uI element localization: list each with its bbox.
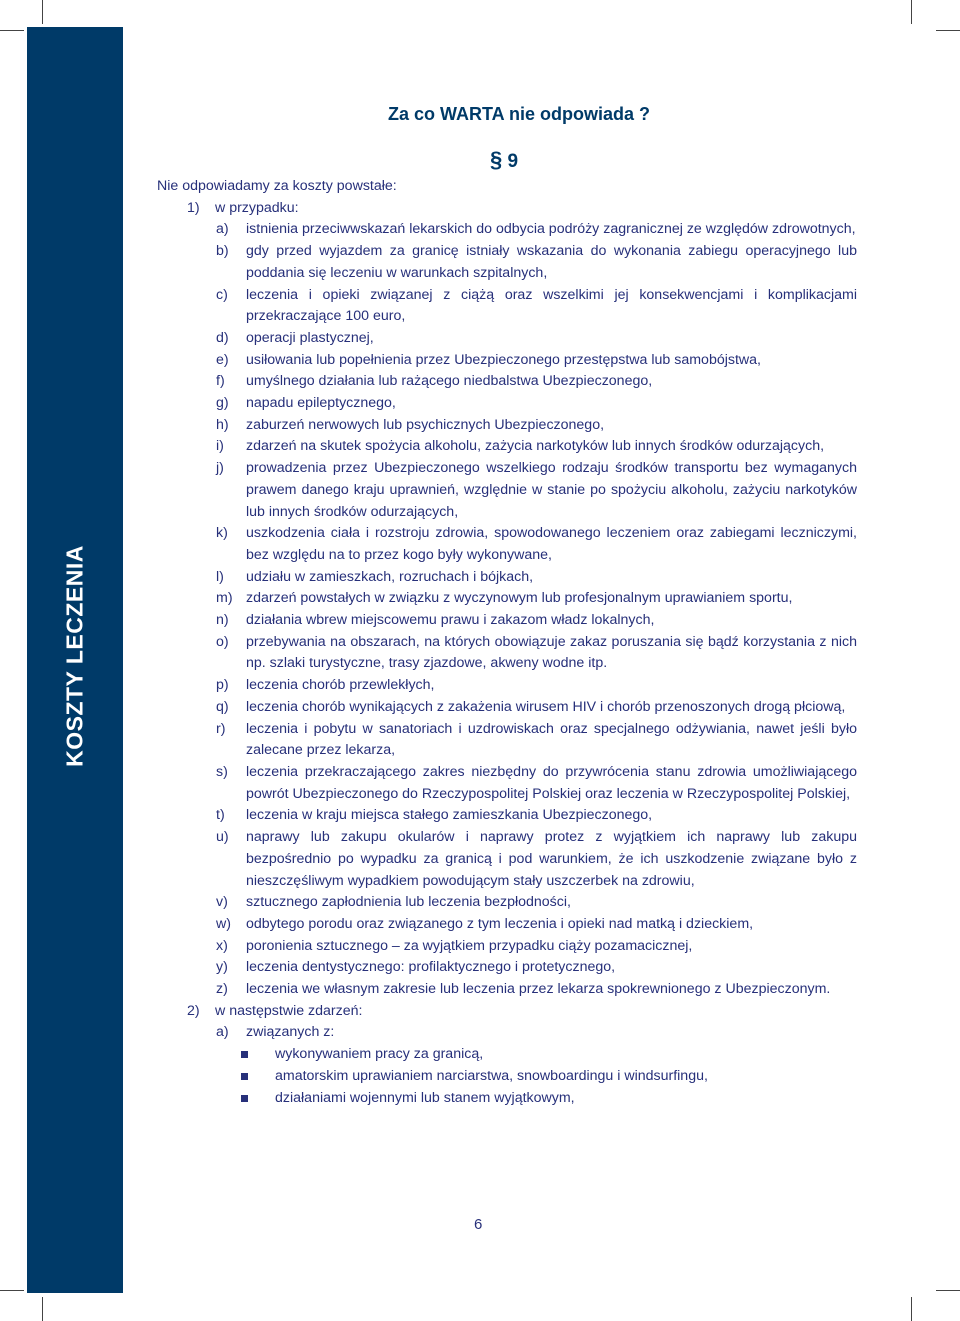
list-item-letter: i) [216, 438, 224, 455]
bullet-item [275, 1088, 857, 1110]
list-item-text: leczenia we własnym zakresie lub leczenia przez lekarza spokrewnionego z Ubezpieczonym. [246, 981, 831, 998]
list-item-letter: x) [216, 937, 228, 954]
section-number: 9 [507, 151, 519, 172]
list-item-text: zdarzeń powstałych w związku z wyczynowym lub profesjonalnym uprawianiem sportu, [246, 590, 793, 607]
crop-mark [0, 1290, 24, 1291]
list-item-text: naprawy lub zakupu okularów i naprawy protez z wyjątkiem ich naprawy lub zakupu bezpośrednio po wypadku za granicą i pod warunkiem, że ich uszkodzenie związane było z nieszczęśliwym wypadkiem powodującym stały uszczerbek na zdrowiu, [246, 829, 857, 889]
section-symbol: § [490, 147, 503, 172]
list-item [216, 371, 857, 393]
bullet-text: amatorskim uprawianiem narciarstwa, snowboardingu i windsurfingu, [275, 1067, 708, 1084]
list-item-text: istnienia przeciwwskazań lekarskich do odbycia podróży zagranicznej ze względów zdrowotnych, [246, 221, 856, 238]
list-item-text: sztucznego zapłodnienia lub leczenia bezpłodności, [246, 894, 571, 911]
bullet-text: wykonywaniem pracy za granicą, [275, 1046, 484, 1063]
list-item [216, 675, 857, 697]
list-item-letter: y) [216, 959, 228, 976]
list-item [216, 979, 857, 1001]
list-item-letter: p) [216, 677, 229, 694]
crop-mark [936, 30, 960, 31]
point-text: w przypadku: [215, 199, 299, 216]
bullet-item [275, 1066, 857, 1088]
list-item-letter: f) [216, 373, 225, 390]
point-text: w następstwie zdarzeń: [215, 1002, 363, 1019]
list-item-letter: t) [216, 807, 225, 824]
intro-text: Nie odpowiadamy za koszty powstałe: [157, 178, 397, 194]
list-item [216, 567, 857, 589]
bullet-text: działaniami wojennymi lub stanem wyjątkowym, [275, 1089, 575, 1106]
list-item-text: odbytego porodu oraz związanego z tym leczenia i opieki nad matką i dzieckiem, [246, 915, 754, 932]
list-item-text: gdy przed wyjazdem za granicę istniały wskazania do wykonania zabiegu operacyjnego lub poddania się leczeniu w warunkach szpitalnych, [246, 243, 857, 281]
square-bullet-icon [241, 1051, 248, 1058]
bullet-item [275, 1044, 857, 1066]
list-item-letter: g) [216, 395, 229, 412]
list-item [216, 762, 857, 805]
list-item-letter: b) [216, 243, 229, 260]
list-item-text: prowadzenia przez Ubezpieczonego wszelkiego rodzaju środków transportu bez wymaganych prawem danego kraju uprawnień, względnie w stanie po spożyciu alkoholu, zażyciu narkotyków lub innych środków odurzających, [246, 460, 857, 520]
list-item [216, 936, 857, 958]
crop-mark [911, 0, 912, 24]
list-item [216, 957, 857, 979]
list-item-text: usiłowania lub popełnienia przez Ubezpieczonego przestępstwa lub samobójstwa, [246, 351, 761, 368]
list-item [216, 827, 857, 892]
list-item-letter: k) [216, 525, 228, 542]
list-item [216, 393, 857, 415]
list-item [216, 892, 857, 914]
list-item-text: napadu epileptycznego, [246, 395, 396, 412]
list-item-text: działania wbrew miejscowemu prawu i zakazom władz lokalnych, [246, 612, 655, 629]
square-bullet-icon [241, 1073, 248, 1080]
list-item-letter: v) [216, 894, 228, 911]
list-item-letter: l) [216, 568, 224, 585]
crop-mark [936, 1290, 960, 1291]
list-item [216, 241, 857, 284]
list-item [216, 632, 857, 675]
list-item-text: zdarzeń na skutek spożycia alkoholu, zażycia narkotyków lub innych środków odurzających, [246, 438, 825, 455]
list-item [216, 697, 857, 719]
section-side-label: KOSZTY LECZENIA [61, 545, 88, 767]
numbered-point [187, 1001, 857, 1023]
list-item-text: leczenia chorób wynikających z zakażenia wirusem HIV i chorób przenoszonych drogą płciową, [246, 698, 846, 715]
list-item [216, 523, 857, 566]
section-heading [490, 147, 518, 173]
list-item [216, 415, 857, 437]
list-item-letter: e) [216, 351, 229, 368]
list-item-letter: q) [216, 698, 229, 715]
list-item [216, 588, 857, 610]
bullet-list [157, 1044, 857, 1109]
list-item-text: uszkodzenia ciała i rozstroju zdrowia, spowodowanego leczeniem oraz zabiegami leczniczymi, bez względu na to przez kogo były wykonywane, [246, 525, 857, 563]
list-item-letter: h) [216, 416, 229, 433]
list-item-text: leczenia i opieki związanej z ciążą oraz wszelkimi jej konsekwencjami i komplikacjami przekraczające 100 euro, [246, 286, 857, 325]
list-item [216, 350, 857, 372]
document-body [157, 176, 857, 1109]
page-number: 6 [474, 1216, 483, 1233]
list-item-letter: c) [216, 286, 228, 303]
list-item [216, 436, 857, 458]
list-item-letter: d) [216, 329, 229, 346]
list-item-letter: o) [216, 633, 229, 650]
list-item-letter: r) [216, 720, 226, 737]
list-item-text: leczenia przekraczającego zakres niezbędny do przywrócenia stanu zdrowia umożliwiającego powrót Ubezpieczonego do Rzeczypospolitej Polskiej oraz leczenia w Rzeczypospolitej Polskiej, [246, 763, 857, 802]
list-item-text: umyślnego działania lub rażącego niedbalstwa Ubezpieczonego, [246, 373, 653, 390]
list-item-text: zaburzeń nerwowych lub psychicznych Ubezpieczonego, [246, 416, 605, 433]
sub-item-letter: a) [216, 1024, 229, 1041]
list-item-letter: u) [216, 829, 229, 846]
point-label: 2) [187, 1002, 200, 1019]
list-item-text: leczenia chorób przewlekłych, [246, 677, 435, 694]
crop-mark [42, 0, 43, 24]
list-item-letter: z) [216, 981, 228, 998]
numbered-point [187, 198, 857, 220]
list-item-text: operacji plastycznej, [246, 329, 374, 346]
square-bullet-icon [241, 1095, 248, 1102]
list-item [216, 285, 857, 328]
list-item [216, 719, 857, 762]
list-item [216, 805, 857, 827]
exclusion-list [157, 219, 857, 1000]
list-item-text: leczenia dentystycznego: profilaktycznego i protetycznego, [246, 959, 616, 976]
list-item-letter: j) [216, 460, 224, 477]
point-label: 1) [187, 199, 200, 216]
list-item-letter: n) [216, 612, 229, 629]
list-item [216, 219, 857, 241]
list-item-text: udziału w zamieszkach, rozruchach i bójkach, [246, 568, 534, 585]
crop-mark [0, 30, 24, 31]
page-title: Za co WARTA nie odpowiada ? [388, 104, 651, 124]
list-item-text: leczenia w kraju miejsca stałego zamieszkania Ubezpieczonego, [246, 807, 653, 824]
sub-item-text: związanych z: [246, 1024, 335, 1041]
list-item [216, 328, 857, 350]
crop-mark [42, 1297, 43, 1321]
sub-item [216, 1022, 857, 1044]
list-item-text: leczenia i pobytu w sanatoriach i uzdrowiskach oraz specjalnego odżywiania, nawet jeśli było zalecane przez lekarza, [246, 720, 857, 759]
list-item-letter: w) [216, 915, 231, 932]
list-item-text: poronienia sztucznego – za wyjątkiem przypadku ciąży pozamacicznej, [246, 937, 693, 954]
list-item-letter: a) [216, 221, 229, 238]
list-item-letter: m) [216, 590, 233, 607]
list-item-text: przebywania na obszarach, na których obowiązuje zakaz poruszania się bądź korzystania z nich np. szlaki turystyczne, trasy zjazdowe, akweny wodne itp. [246, 633, 857, 672]
list-item [216, 458, 857, 523]
list-item [216, 914, 857, 936]
crop-mark [911, 1297, 912, 1321]
list-item-letter: s) [216, 763, 228, 780]
list-item [216, 610, 857, 632]
